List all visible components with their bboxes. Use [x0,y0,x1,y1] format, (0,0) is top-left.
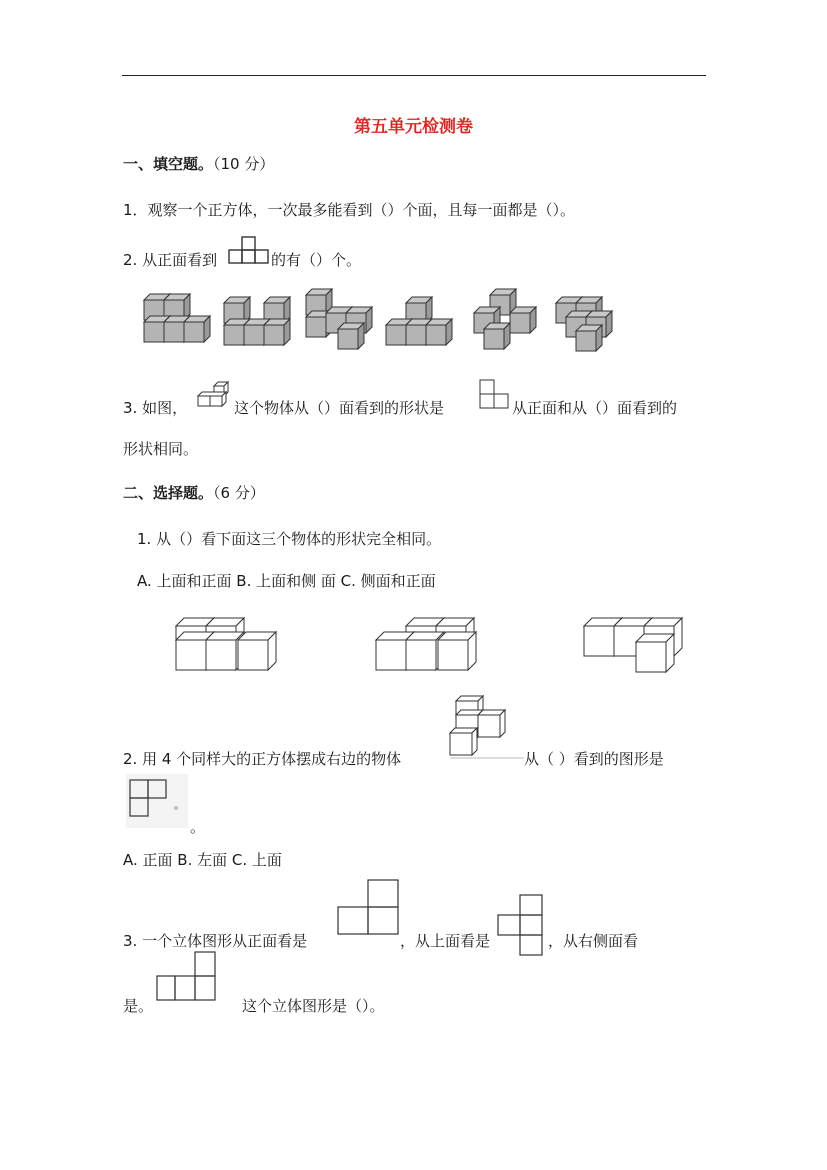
question-2-3-e: 这个立体图形是（）。 [242,997,385,1015]
question-1-2-text-b: 的有（）个。 [271,251,362,269]
question-1-1: 1．观察一个正方体，一次最多能看到（）个面，且每一面都是（）。 [123,201,576,219]
object-2 [376,618,476,670]
cube-figure-4 [386,297,452,345]
answer-shape-figure [126,774,188,828]
question-1-3-line2: 形状相同。 [123,440,199,458]
question-1-2-text-a: 2. 从正面看到 [123,251,218,269]
section-2-points: （6 分） [213,484,265,502]
cube-figure-6 [556,297,612,351]
question-1-3-a: 3. 如图， [123,399,188,417]
shape-figure [476,378,512,412]
four-cube-object [448,688,526,760]
cube-options-figure [138,285,628,355]
section-1-title: 一、填空题。 [123,155,214,173]
object-1 [176,618,276,670]
cube-figure-3 [306,289,372,349]
section-2-title: 二、选择题。 [123,484,214,502]
question-2-3-b: ，从上面看是 [400,932,491,950]
question-2-2-a: 2. 用 4 个同样大的正方体摆成右边的物体 [123,750,402,768]
section-1-heading [123,153,274,174]
question-2-1: 1. 从（）看下面这三个物体的形状完全相同。 [137,530,442,548]
page-title: 第五单元检测卷 [354,117,473,137]
question-2-1-options: A. 上面和正面 B. 上面和侧 面 C. 侧面和正面 [137,572,436,590]
question-2-3-c: ，从右侧面看 [548,932,639,950]
front-view-shape [336,878,400,936]
cube-figure-2 [224,297,290,345]
front-view-figure [228,236,270,264]
cube-figure-1 [144,294,210,342]
section-1-points: （10 分） [213,155,275,173]
question-1-3-b: 这个物体从（）面看到的形状是 [234,399,445,417]
object-figure [196,376,236,410]
section-2-heading [123,482,265,503]
question-2-3-a: 3. 一个立体图形从正面看是 [123,932,308,950]
header-rule [122,75,706,76]
object-3 [584,618,682,672]
top-view-shape [496,893,546,957]
side-view-shape [155,950,219,1002]
question-1-2 [123,249,217,270]
question-1-3-c: 从正面和从（）面看到的 [512,399,678,417]
three-objects-figure [168,612,698,676]
cube-figure-5 [474,289,536,349]
question-2-2-options: A. 正面 B. 左面 C. 上面 [123,851,282,869]
question-2-2-c: 。 [190,818,206,836]
question-2-3-d: 是。 [123,997,154,1015]
question-2-2-b: 从（ ）看到的图形是 [524,750,664,768]
